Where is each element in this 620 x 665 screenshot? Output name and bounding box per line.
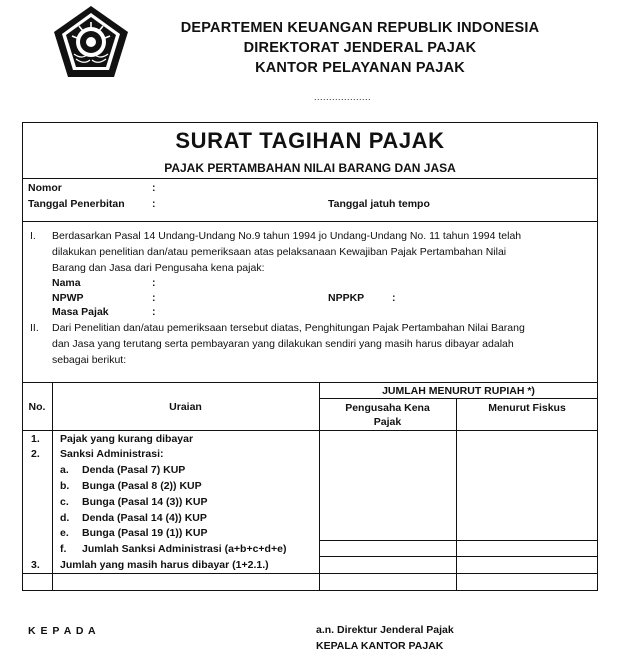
section-1-line-3: Barang dan Jasa dari Pengusaha kena pajak: (52, 262, 265, 274)
djp-logo (52, 4, 130, 80)
kepada-label: K E P A D A (28, 625, 97, 637)
row-2b-label: Bunga (Pasal 8 (2)) KUP (82, 480, 202, 492)
djp-pentagon-emblem-icon (52, 4, 130, 80)
section-1-line-1: Berdasarkan Pasal 14 Undang-Undang No.9 tahun 1994 jo Undang-Undang No. 11 tahun 1994 telah (52, 230, 522, 242)
row-2-label: Sanksi Administrasi: (60, 448, 164, 460)
row-2-no: 2. (31, 448, 40, 460)
nomor-colon: : (152, 182, 156, 194)
nppkp-colon: : (392, 292, 396, 304)
row-1-label: Pajak yang kurang dibayar (60, 433, 194, 445)
section-2-line-2: dan Jasa yang terutang serta pembayaran yang dilakukan sendiri yang masih harus dibayar adalah (52, 338, 514, 350)
table-row-line-2 (319, 556, 598, 557)
kepala-kantor: KEPALA KANTOR PAJAK (316, 640, 444, 652)
nomor-label: Nomor (28, 182, 62, 194)
col-header-pengusaha-line-2: Pajak (373, 416, 402, 428)
col-divider-values (456, 398, 457, 591)
header-line-3: KANTOR PELAYANAN PAJAK (255, 60, 465, 76)
tanggal-penerbitan-label: Tanggal Penerbitan (28, 198, 125, 210)
header-dots: ................... (314, 92, 372, 102)
npwp-label: NPWP (52, 292, 84, 304)
nama-label: Nama (52, 277, 81, 289)
col-divider-no (52, 382, 53, 591)
jatuh-tempo-label: Tanggal jatuh tempo (328, 198, 430, 210)
row-2f-label: Jumlah Sanksi Administrasi (a+b+c+d+e) (82, 543, 287, 555)
table-top-line (22, 382, 598, 383)
masa-pajak-colon: : (152, 306, 156, 318)
row-2a-sub: a. (60, 464, 69, 476)
row-2c-sub: c. (60, 496, 69, 508)
header-line-2: DIREKTORAT JENDERAL PAJAK (243, 40, 477, 56)
row-2f-sub: f. (60, 543, 67, 555)
col-header-fiskus: Menurut Fiskus (488, 402, 566, 414)
row-2d-sub: d. (60, 512, 70, 524)
doc-title: SURAT TAGIHAN PAJAK (175, 128, 445, 153)
row-2d-label: Denda (Pasal 14 (4)) KUP (82, 512, 207, 524)
table-row-line-1 (319, 540, 598, 541)
row-2c-label: Bunga (Pasal 14 (3)) KUP (82, 496, 208, 508)
section-2-line-1: Dari Penelitian dan/atau pemeriksaan tersebut diatas, Penghitungan Pajak Pertambahan Nilai Barang (52, 322, 525, 334)
divider-title (22, 178, 598, 179)
col-header-uraian: Uraian (169, 401, 202, 413)
row-2e-sub: e. (60, 527, 69, 539)
divider-meta (22, 221, 598, 222)
section-2-num: II. (30, 322, 39, 334)
row-2a-label: Denda (Pasal 7) KUP (82, 464, 186, 476)
section-1-line-2: dilakukan penelitian dan/atau pemeriksaan atas pelaksanaan Kewajiban Pajak Pertambahan Nilai (52, 246, 507, 258)
row-2e-label: Bunga (Pasal 19 (1)) KUP (82, 527, 208, 539)
tanggal-colon: : (152, 198, 156, 210)
section-1-num: I. (30, 230, 36, 242)
section-2-line-3: sebagai berikut: (52, 354, 127, 366)
col-header-no: No. (28, 401, 46, 413)
row-2b-sub: b. (60, 480, 70, 492)
row-3-label: Jumlah yang masih harus dibayar (1+2.1.) (60, 559, 269, 571)
header-line-1: DEPARTEMEN KEUANGAN REPUBLIK INDONESIA (180, 20, 540, 36)
row-1-no: 1. (31, 433, 40, 445)
nppkp-label: NPPKP (328, 292, 365, 304)
group-header-line (319, 398, 598, 399)
an-direktur: a.n. Direktur Jenderal Pajak (316, 624, 454, 636)
col-header-pengusaha-line-1: Pengusaha Kena (345, 402, 430, 414)
doc-subtitle: PAJAK PERTAMBAHAN NILAI BARANG DAN JASA (164, 161, 456, 175)
nama-colon: : (152, 277, 156, 289)
table-row-line-3 (22, 573, 598, 574)
masa-pajak-label: Masa Pajak (52, 306, 109, 318)
table-header-bottom-line (22, 430, 598, 431)
col-header-group: JUMLAH MENURUT RUPIAH *) (382, 385, 535, 397)
row-3-no: 3. (31, 559, 40, 571)
npwp-colon: : (152, 292, 156, 304)
